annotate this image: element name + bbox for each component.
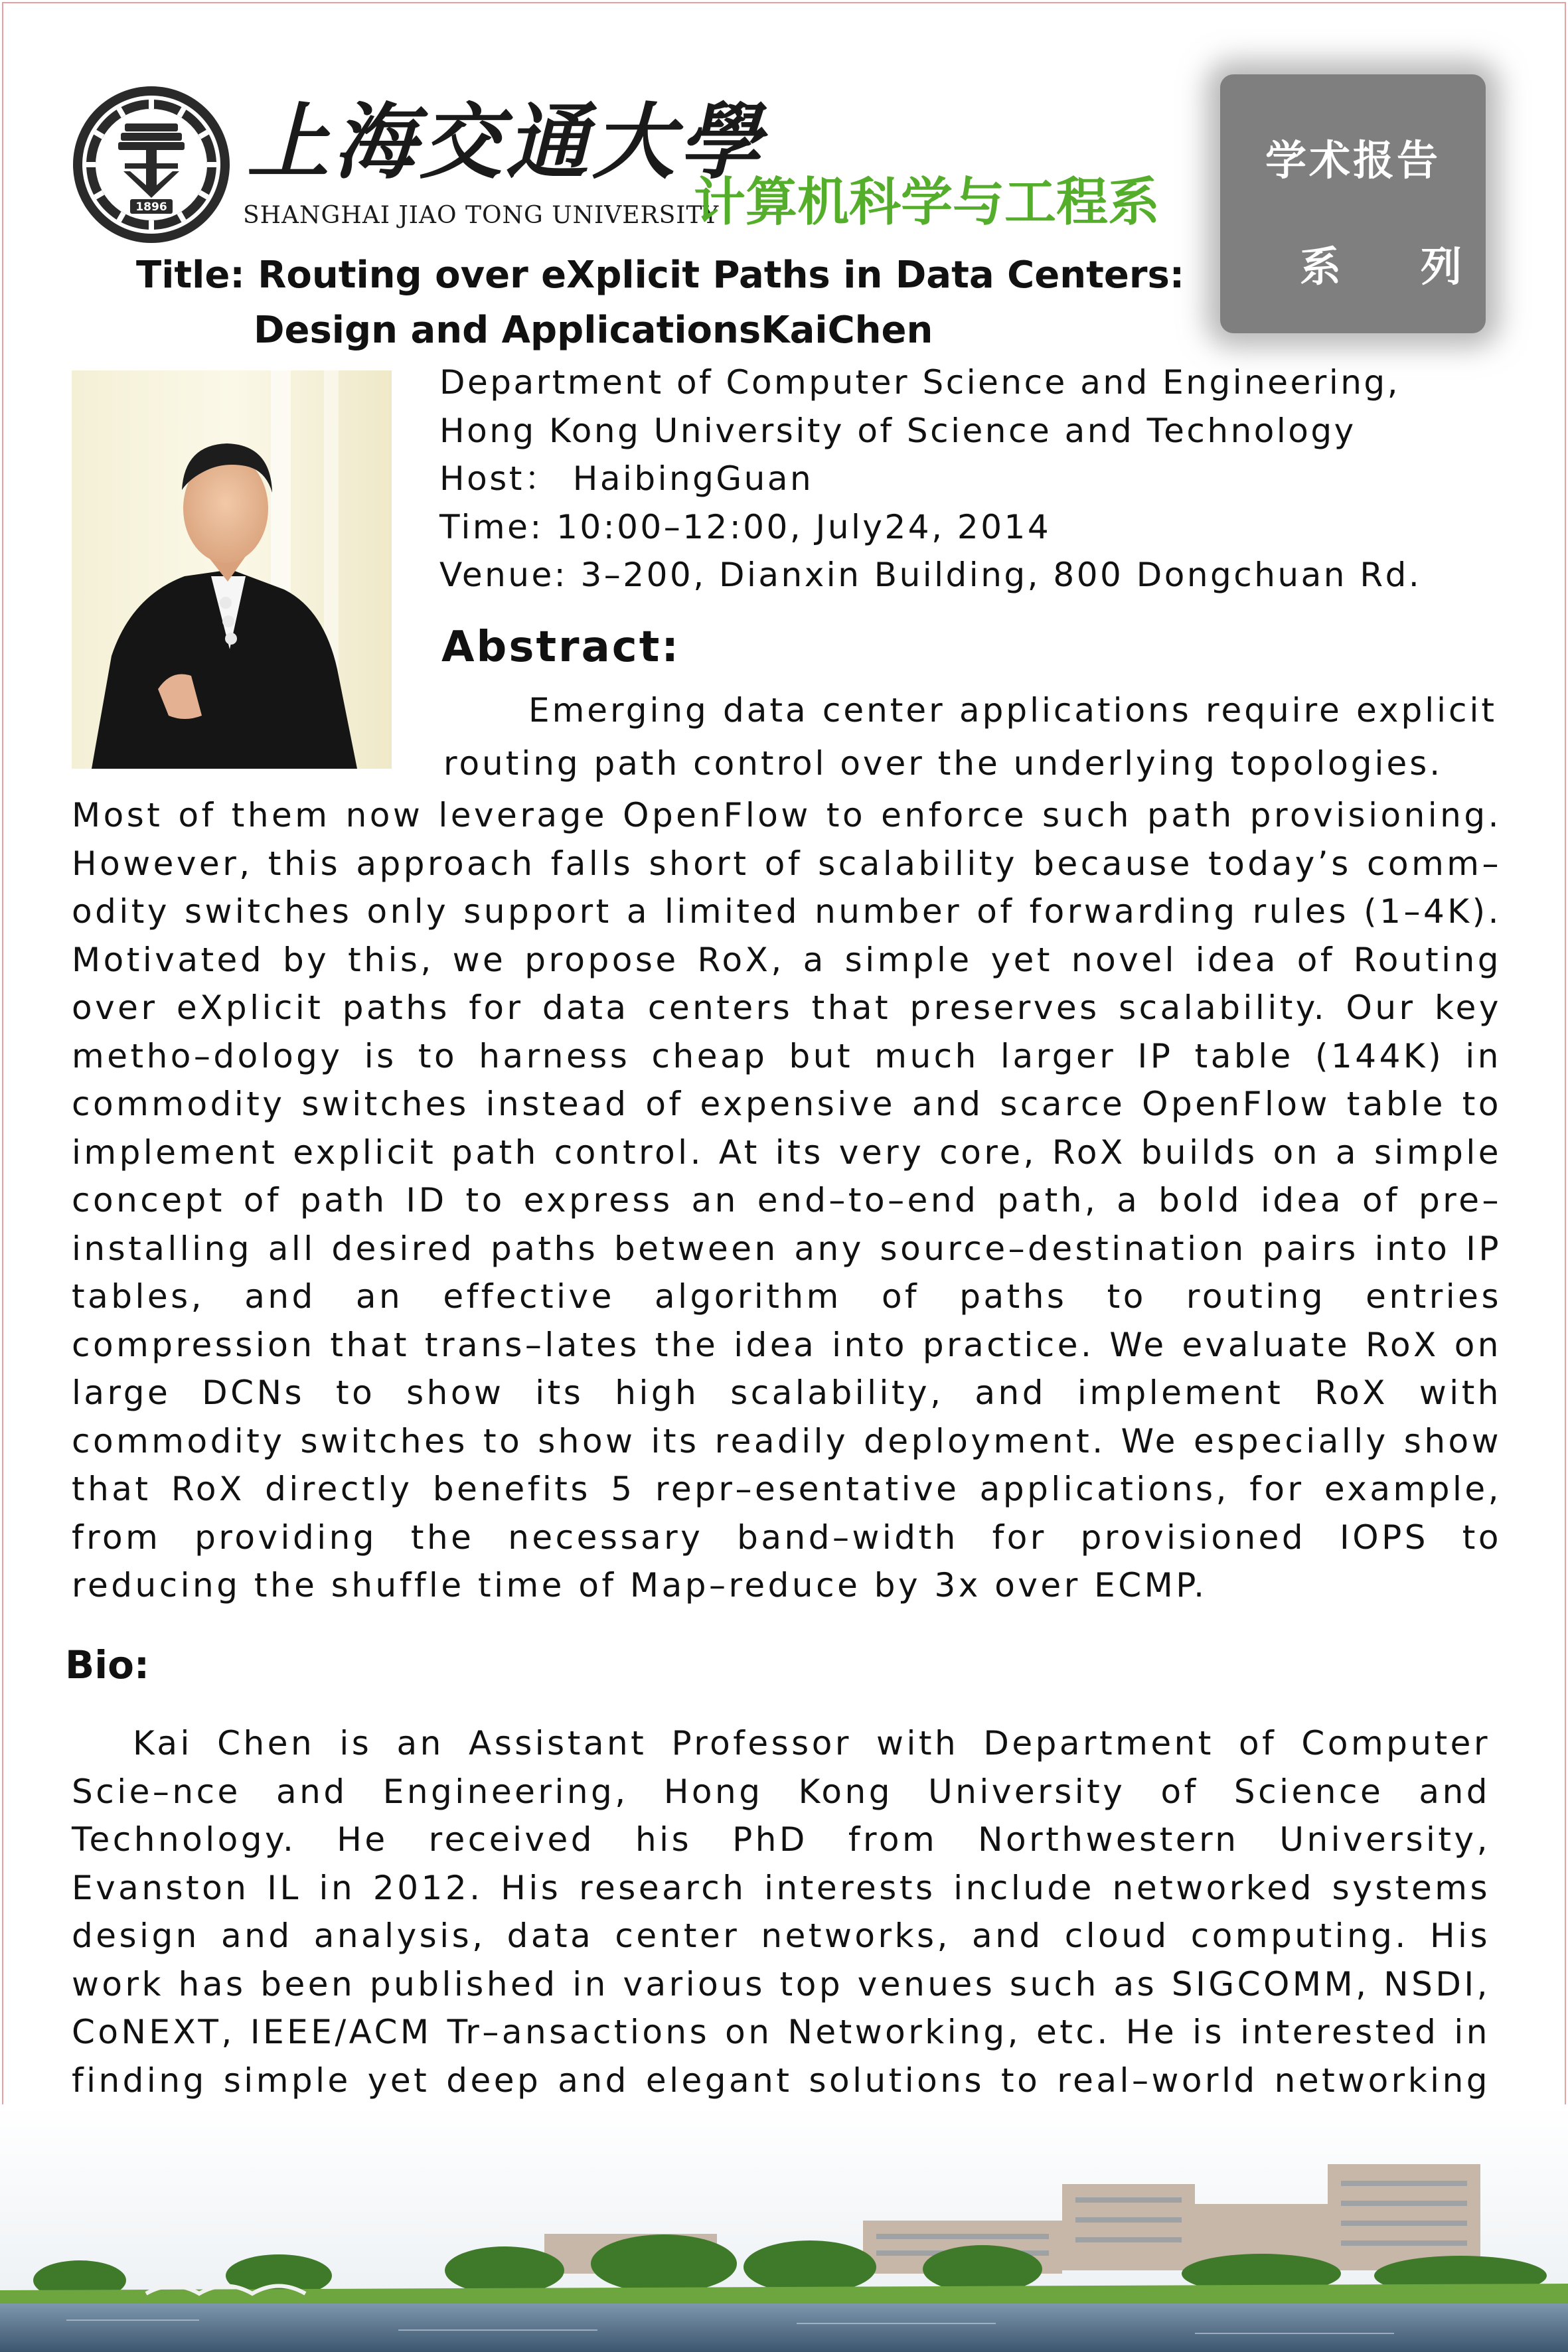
bio-heading: Bio: <box>65 1642 150 1687</box>
university-name-cn: 上海交通大學 <box>247 94 765 191</box>
bio-text: Kai Chen is an Assistant Professor with Department of Computer Scie–nce and Engineering, Hong Kong University of Science and Technology. He received his PhD from Northwestern University, Evanston IL in 2012. His research interests include networked systems design and analysis, data center networks, and cloud computing. His work has been published in various top venues such as SIGCOMM, NSDI, CoNEXT, IEEE/ACM Tr–ansactions on Networking, etc. He is interested in finding simple yet deep and elegant solutions to real–world networking <box>72 1724 1490 2100</box>
abstract-heading: Abstract: <box>441 623 680 672</box>
campus-scene <box>0 2104 1568 2352</box>
speaker-department: Department of Computer Science and Engineering, <box>439 363 1401 402</box>
university-wordmark <box>243 93 765 236</box>
university-name-en: SHANGHAI JIAO TONG UNIVERSITY <box>243 202 720 229</box>
logo-year: 1896 <box>135 200 167 214</box>
speaker-university: Hong Kong University of Science and Technology <box>439 411 1356 450</box>
speaker-portrait <box>72 370 392 769</box>
talk-info <box>439 358 1502 599</box>
talk-title-line2: Design and ApplicationsKaiChen <box>254 309 933 352</box>
department-name-cn: 计算机科学与工程系 <box>694 173 1160 232</box>
university-seal-icon <box>72 85 231 244</box>
talk-title-line1: Title: Routing over eXplicit Paths in Data Centers: <box>136 254 1185 297</box>
series-label-line2: 系列 <box>1300 242 1542 291</box>
talk-time: Time: 10:00–12:00, July24, 2014 <box>439 507 1052 546</box>
abstract-text: Most of them now leverage OpenFlow to enforce such path provisioning. However, this approach falls short of scalability because today’s comm–odity switches only support a limited number of forwarding rules (1–4K). Motivated by this, we propose RoX, a simple yet novel idea of Routing over eXplicit paths for data centers that preserves scalability. Our key metho–dology is to harness cheap but much larger IP table (144K) in commodity switches instead of expensive and scarce OpenFlow table to implement explicit path control. At its very core, RoX builds on a simple concept of path ID to express an end–to–end path, a bold idea of pre–installing all desired paths between any source–destination pairs into IP tables, and an effective algorithm of paths to routing entries compression that trans–lates the idea into practice. We evaluate RoX on large DCNs to show its high scalability, and implement RoX with commodity switches to show its readily deployment. We especially show that RoX directly benefits 5 repr–esentative applications, for example, from providing the necessary band–width for provisioned IOPS to reducing the shuffle time of Map–reduce by 3x over ECMP. <box>72 796 1502 1605</box>
talk-venue: Venue: 3–200, Dianxin Building, 800 Dongchuan Rd. <box>439 556 1422 594</box>
series-badge <box>1220 74 1542 333</box>
series-label-line1: 学术报告 <box>1265 136 1441 185</box>
talk-host: Host： HaibingGuan <box>439 459 814 498</box>
abstract-text-first: Emerging data center applications require explicit routing path control over the underlying topologies. <box>443 691 1497 783</box>
